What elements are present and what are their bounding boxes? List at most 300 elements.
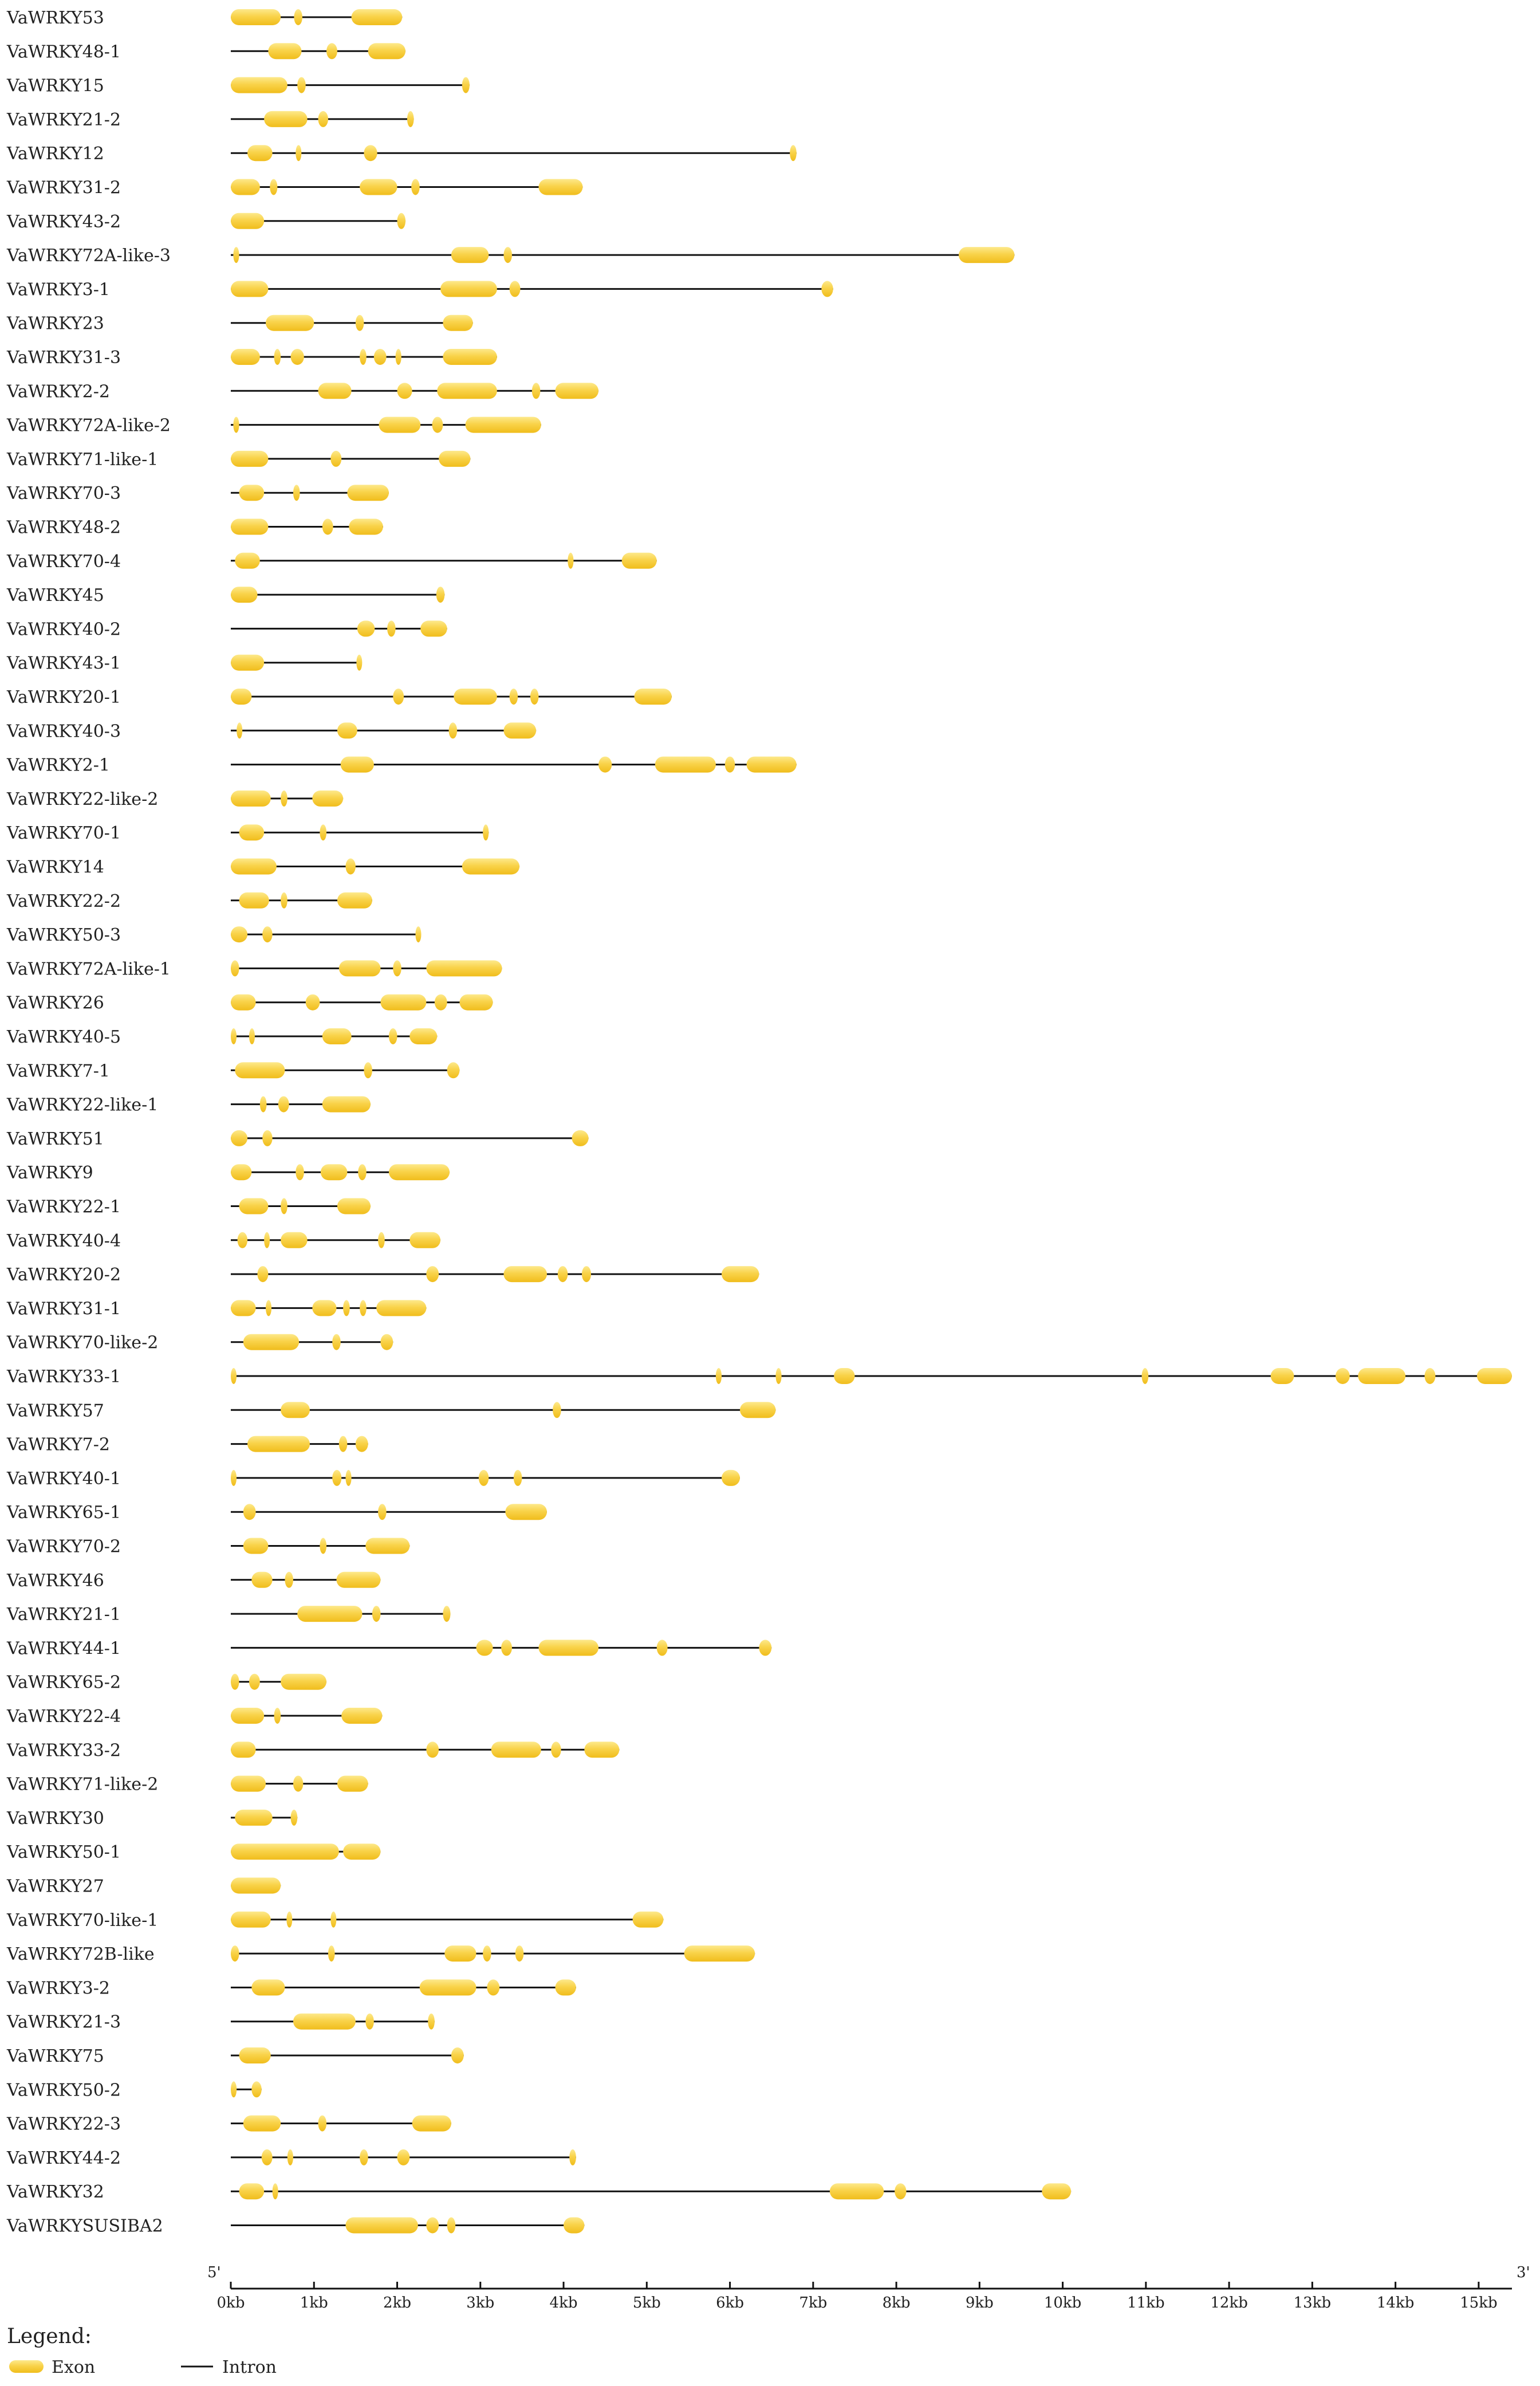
exon-block bbox=[716, 1368, 722, 1384]
gene-row bbox=[6, 619, 447, 639]
gene-name-label: VaWRKY31-2 bbox=[7, 178, 121, 198]
exon-block bbox=[775, 1368, 781, 1384]
gene-name-label: VaWRKY53 bbox=[7, 8, 104, 28]
exon-block bbox=[339, 1436, 348, 1452]
exon-block bbox=[345, 1470, 351, 1486]
exon-block bbox=[426, 960, 502, 976]
exon-block bbox=[251, 1572, 272, 1588]
exon-block bbox=[389, 1028, 397, 1044]
exon-block bbox=[231, 791, 271, 807]
gene-row bbox=[6, 1503, 547, 1523]
exon-block bbox=[312, 1300, 336, 1316]
exon-block bbox=[231, 1368, 237, 1384]
gene-row bbox=[6, 246, 1014, 266]
exon-block bbox=[321, 1164, 347, 1180]
axis-ticks bbox=[217, 2282, 1498, 2312]
gene-name-label: VaWRKY57 bbox=[7, 1401, 104, 1421]
gene-name-label: VaWRKY7-1 bbox=[7, 1061, 110, 1082]
exon-block bbox=[443, 349, 497, 365]
gene-name-label: VaWRKY40-5 bbox=[7, 1027, 121, 1047]
exon-block bbox=[293, 1776, 303, 1792]
exon-block bbox=[231, 1945, 239, 1962]
exon-block bbox=[231, 1470, 237, 1486]
exon-block bbox=[447, 2218, 456, 2234]
exon-block bbox=[281, 791, 287, 807]
exon-block bbox=[231, 587, 257, 603]
gene-name-label: VaWRKY50-3 bbox=[7, 925, 121, 946]
gene-name-label: VaWRKY14 bbox=[7, 857, 104, 878]
exon-block bbox=[514, 1470, 522, 1486]
exon-block bbox=[411, 179, 420, 195]
exon-block bbox=[231, 1674, 239, 1690]
exon-block bbox=[538, 179, 582, 195]
exon-block bbox=[553, 1402, 561, 1418]
gene-name-label: VaWRKY72A-like-2 bbox=[7, 415, 171, 436]
exon-block bbox=[239, 824, 265, 840]
exon-block bbox=[262, 926, 272, 942]
exon-block bbox=[332, 1334, 341, 1350]
gene-row bbox=[6, 823, 489, 843]
gene-row bbox=[6, 721, 536, 741]
exon-block bbox=[266, 1300, 271, 1316]
exon-block bbox=[834, 1368, 854, 1384]
gene-rows bbox=[6, 8, 1512, 2236]
gene-row bbox=[6, 1571, 380, 1591]
exon-block bbox=[722, 1266, 759, 1282]
exon-block bbox=[515, 1945, 524, 1962]
exon-block bbox=[343, 1843, 380, 1860]
exon-block bbox=[231, 9, 281, 25]
gene-row bbox=[6, 654, 362, 674]
exon-block bbox=[1477, 1368, 1512, 1384]
exon-block bbox=[293, 2014, 356, 2030]
exon-block bbox=[483, 1945, 491, 1962]
gene-name-label: VaWRKY70-4 bbox=[7, 551, 121, 572]
gene-row bbox=[6, 1367, 1512, 1387]
exon-block bbox=[318, 383, 352, 399]
exon-block bbox=[326, 43, 337, 59]
exon-block bbox=[239, 2047, 271, 2063]
exon-block bbox=[239, 1198, 269, 1214]
axis-tick-label: 3kb bbox=[466, 2294, 495, 2312]
gene-name-label: VaWRKY20-2 bbox=[7, 1265, 121, 1286]
exon-block bbox=[372, 1606, 381, 1622]
exon-block bbox=[454, 689, 497, 705]
exon-block bbox=[569, 2149, 576, 2165]
exon-block bbox=[476, 1640, 493, 1656]
gene-name-label: VaWRKY70-1 bbox=[7, 823, 121, 844]
gene-name-label: VaWRKY22-like-2 bbox=[7, 789, 159, 809]
gene-row bbox=[6, 8, 402, 28]
exon-block bbox=[360, 2149, 368, 2165]
exon-block bbox=[747, 757, 797, 773]
gene-row bbox=[6, 382, 598, 402]
scale-axis bbox=[207, 2264, 1530, 2312]
exon-block bbox=[503, 1266, 547, 1282]
exon-block bbox=[447, 1062, 460, 1078]
gene-name-label: VaWRKY31-1 bbox=[7, 1299, 121, 1319]
exon-block bbox=[231, 519, 268, 535]
gene-name-label: VaWRKY71-like-1 bbox=[7, 449, 159, 470]
exon-block bbox=[374, 349, 387, 365]
gene-row bbox=[6, 1707, 382, 1727]
exon-block bbox=[412, 2116, 451, 2132]
exon-block bbox=[449, 722, 458, 738]
exon-block bbox=[231, 689, 251, 705]
exon-block bbox=[320, 1538, 326, 1554]
exon-block bbox=[237, 722, 242, 738]
exon-block bbox=[231, 213, 264, 229]
exon-block bbox=[337, 722, 357, 738]
exon-block bbox=[407, 111, 414, 127]
exon-block bbox=[249, 1674, 260, 1690]
exon-block bbox=[483, 824, 489, 840]
exon-block bbox=[231, 926, 247, 942]
axis-tick-label: 7kb bbox=[799, 2294, 828, 2312]
gene-name-label: VaWRKY50-1 bbox=[7, 1842, 121, 1863]
exon-block bbox=[722, 1470, 740, 1486]
exon-block bbox=[510, 689, 518, 705]
exon-block bbox=[655, 757, 716, 773]
axis-tick-label: 9kb bbox=[965, 2294, 994, 2312]
exon-block bbox=[505, 1504, 547, 1520]
exon-block bbox=[444, 1945, 476, 1962]
exon-block bbox=[247, 145, 273, 161]
exon-block bbox=[443, 315, 472, 331]
exon-block bbox=[684, 1945, 755, 1962]
exon-block bbox=[530, 689, 539, 705]
gene-row bbox=[6, 789, 343, 809]
exon-block bbox=[264, 1232, 270, 1248]
exon-block bbox=[1142, 1368, 1149, 1384]
exon-block bbox=[466, 417, 541, 433]
exon-block bbox=[1042, 2183, 1071, 2199]
exon-block bbox=[1358, 1368, 1405, 1384]
gene-row bbox=[6, 1673, 326, 1693]
gene-row bbox=[6, 1163, 450, 1183]
exon-block bbox=[582, 1266, 591, 1282]
exon-block bbox=[235, 1810, 272, 1826]
exon-block bbox=[231, 1164, 251, 1180]
exon-block bbox=[322, 519, 333, 535]
exon-block bbox=[1424, 1368, 1435, 1384]
exon-block bbox=[285, 1572, 293, 1588]
exon-block bbox=[273, 2183, 278, 2199]
exon-block bbox=[556, 1979, 576, 1995]
exon-block bbox=[396, 349, 401, 365]
gene-name-label: VaWRKY40-3 bbox=[7, 721, 121, 742]
exon-block bbox=[318, 2116, 327, 2132]
gene-name-label: VaWRKY23 bbox=[7, 313, 104, 334]
exon-block bbox=[397, 383, 412, 399]
exon-block bbox=[231, 281, 268, 297]
exon-block bbox=[462, 77, 470, 93]
gene-row bbox=[6, 858, 519, 878]
exon-block bbox=[251, 1979, 285, 1995]
exon-block bbox=[233, 247, 239, 263]
exon-block bbox=[479, 1470, 489, 1486]
gene-name-label: VaWRKY44-1 bbox=[7, 1638, 121, 1659]
gene-row bbox=[6, 2046, 464, 2066]
gene-row bbox=[6, 2114, 451, 2135]
gene-row bbox=[6, 585, 444, 606]
exon-block bbox=[231, 1130, 247, 1146]
gene-name-label: VaWRKY40-2 bbox=[7, 619, 121, 640]
exon-block bbox=[364, 145, 377, 161]
axis-tick-label: 8kb bbox=[882, 2294, 911, 2312]
exon-block bbox=[343, 1300, 350, 1316]
exon-block bbox=[312, 791, 343, 807]
exon-block bbox=[281, 1198, 287, 1214]
exon-block bbox=[759, 1640, 771, 1656]
exon-block bbox=[462, 859, 519, 875]
exon-block bbox=[426, 1266, 439, 1282]
exon-block bbox=[959, 247, 1014, 263]
gene-row bbox=[6, 110, 414, 130]
exon-block bbox=[420, 1979, 476, 1995]
gene-name-label: VaWRKY22-3 bbox=[7, 2114, 121, 2135]
exon-block bbox=[231, 1776, 266, 1792]
exon-block bbox=[356, 315, 364, 331]
exon-block bbox=[437, 383, 497, 399]
gene-name-label: VaWRKY33-2 bbox=[7, 1740, 121, 1761]
exon-block bbox=[380, 1334, 393, 1350]
exon-block bbox=[622, 553, 657, 569]
exon-block bbox=[296, 145, 301, 161]
exon-block bbox=[287, 2149, 293, 2165]
exon-block bbox=[379, 417, 421, 433]
gene-name-label: VaWRKY71-like-2 bbox=[7, 1774, 159, 1795]
gene-name-label: VaWRKY15 bbox=[7, 76, 104, 96]
exon-block bbox=[268, 43, 301, 59]
exon-block bbox=[330, 451, 341, 467]
exon-block bbox=[657, 1640, 668, 1656]
gene-name-label: VaWRKY22-4 bbox=[7, 1707, 121, 1727]
exon-block bbox=[503, 722, 536, 738]
exon-block bbox=[790, 145, 797, 161]
gene-row bbox=[6, 1537, 409, 1557]
exon-block bbox=[238, 1232, 247, 1248]
gene-row bbox=[6, 2012, 435, 2033]
gene-name-label: VaWRKY72B-like bbox=[7, 1944, 155, 1965]
exon-block bbox=[830, 2183, 884, 2199]
exon-block bbox=[231, 179, 260, 195]
exon-block bbox=[409, 1028, 437, 1044]
gene-name-label: VaWRKY26 bbox=[7, 993, 104, 1013]
gene-name-label: VaWRKY70-like-1 bbox=[7, 1910, 159, 1931]
exon-block bbox=[231, 859, 277, 875]
exon-block bbox=[378, 1232, 385, 1248]
axis-tick-label: 4kb bbox=[549, 2294, 578, 2312]
exon-block bbox=[231, 451, 268, 467]
gene-row bbox=[6, 1197, 371, 1217]
exon-block bbox=[420, 620, 447, 636]
exon-block bbox=[459, 995, 493, 1011]
gene-name-label: VaWRKY40-1 bbox=[7, 1468, 121, 1489]
gene-row bbox=[6, 518, 383, 538]
exon-block bbox=[235, 1062, 285, 1078]
gene-row bbox=[6, 1299, 426, 1319]
exon-block bbox=[320, 824, 326, 840]
exon-block bbox=[322, 1028, 352, 1044]
gene-name-label: VaWRKY20-1 bbox=[7, 687, 121, 707]
gene-row bbox=[6, 1027, 437, 1047]
gene-name-label: VaWRKY21-1 bbox=[7, 1605, 121, 1625]
gene-row bbox=[6, 450, 470, 470]
gene-row bbox=[6, 1842, 380, 1862]
exon-block bbox=[266, 315, 314, 331]
exon-block bbox=[231, 995, 256, 1011]
exon-block bbox=[231, 1912, 271, 1928]
gene-name-label: VaWRKY72A-like-3 bbox=[7, 246, 171, 266]
gene-name-label: VaWRKY43-1 bbox=[7, 653, 121, 674]
exon-block bbox=[598, 757, 612, 773]
exon-block bbox=[332, 1470, 341, 1486]
gene-name-label: VaWRKY22-1 bbox=[7, 1197, 121, 1217]
gene-name-label: VaWRKY3-2 bbox=[7, 1978, 110, 1999]
exon-block bbox=[337, 1198, 371, 1214]
gene-name-label: VaWRKY27 bbox=[7, 1876, 104, 1897]
gene-row bbox=[6, 1877, 281, 1897]
exon-block bbox=[538, 1640, 598, 1656]
exon-block bbox=[487, 1979, 499, 1995]
exon-block bbox=[231, 2081, 237, 2097]
legend-exon-label: Exon bbox=[52, 2357, 96, 2377]
exon-block bbox=[357, 620, 375, 636]
gene-name-label: VaWRKY43-2 bbox=[7, 211, 121, 232]
exon-block bbox=[249, 1028, 255, 1044]
exon-block bbox=[306, 995, 320, 1011]
gene-row bbox=[6, 1944, 755, 1964]
gene-row bbox=[6, 2080, 262, 2100]
exon-block bbox=[426, 1742, 439, 1758]
gene-row bbox=[6, 1333, 393, 1353]
exon-block bbox=[572, 1130, 589, 1146]
exon-block bbox=[231, 1028, 237, 1044]
gene-name-label: VaWRKY70-3 bbox=[7, 484, 121, 504]
axis-tick-label: 10kb bbox=[1043, 2294, 1082, 2312]
exon-block bbox=[281, 1674, 326, 1690]
gene-name-label: VaWRKY32 bbox=[7, 2182, 104, 2203]
exon-block bbox=[243, 1504, 256, 1520]
gene-name-label: VaWRKY51 bbox=[7, 1129, 104, 1149]
gene-name-label: VaWRKY2-2 bbox=[7, 382, 110, 402]
gene-row bbox=[6, 1435, 368, 1455]
gene-row bbox=[6, 144, 797, 164]
exon-block bbox=[281, 1232, 307, 1248]
exon-block bbox=[293, 485, 300, 501]
exon-block bbox=[239, 893, 269, 909]
exon-block bbox=[330, 1912, 336, 1928]
exon-block bbox=[278, 1096, 289, 1113]
exon-block bbox=[503, 247, 512, 263]
gene-row bbox=[6, 1231, 440, 1251]
exon-block bbox=[360, 1300, 367, 1316]
exon-block bbox=[725, 757, 735, 773]
exon-block bbox=[341, 1708, 382, 1724]
gene-row bbox=[6, 280, 833, 300]
exon-block bbox=[376, 1300, 426, 1316]
gene-row bbox=[6, 1401, 775, 1421]
exon-block bbox=[231, 77, 287, 93]
exon-block bbox=[318, 111, 328, 127]
exon-block bbox=[389, 1164, 450, 1180]
axis-tick-label: 1kb bbox=[300, 2294, 328, 2312]
exon-block bbox=[551, 1742, 561, 1758]
gene-name-label: VaWRKY45 bbox=[7, 585, 104, 606]
exon-block bbox=[294, 9, 302, 25]
gene-row bbox=[6, 2216, 584, 2236]
exon-block bbox=[393, 689, 404, 705]
axis-tick-label: 6kb bbox=[716, 2294, 745, 2312]
gene-row bbox=[6, 925, 421, 945]
exon-block bbox=[352, 9, 403, 25]
exon-block bbox=[564, 2218, 584, 2234]
exon-block bbox=[243, 2116, 281, 2132]
gene-row bbox=[6, 1605, 450, 1625]
exon-block bbox=[364, 1062, 372, 1078]
exon-block bbox=[556, 383, 599, 399]
exon-block bbox=[426, 2218, 439, 2234]
exon-block bbox=[251, 2081, 261, 2097]
gene-row bbox=[6, 1469, 740, 1489]
exon-block bbox=[451, 247, 489, 263]
exon-block bbox=[274, 1708, 281, 1724]
gene-name-label: VaWRKY72A-like-1 bbox=[7, 959, 171, 980]
axis-tick-label: 0kb bbox=[216, 2294, 245, 2312]
exon-block bbox=[558, 1266, 568, 1282]
exon-block bbox=[349, 519, 383, 535]
gene-name-label: VaWRKYSUSIBA2 bbox=[7, 2216, 163, 2236]
gene-row bbox=[6, 891, 372, 911]
exon-block bbox=[243, 1538, 269, 1554]
exon-block bbox=[262, 1130, 272, 1146]
exon-block bbox=[239, 2183, 265, 2199]
gene-row bbox=[6, 212, 405, 232]
gene-name-label: VaWRKY9 bbox=[7, 1163, 93, 1184]
exon-block bbox=[260, 1096, 267, 1113]
gene-row bbox=[6, 756, 797, 776]
exon-block bbox=[257, 1266, 268, 1282]
gene-row bbox=[6, 1740, 619, 1760]
gene-name-label: VaWRKY48-2 bbox=[7, 517, 121, 538]
exon-block bbox=[358, 1164, 367, 1180]
gene-name-label: VaWRKY50-2 bbox=[7, 2080, 121, 2101]
gene-row bbox=[6, 959, 502, 979]
exon-block bbox=[397, 213, 406, 229]
exon-block bbox=[296, 1164, 304, 1180]
gene-name-label: VaWRKY3-1 bbox=[7, 280, 110, 300]
exon-block bbox=[345, 2218, 418, 2234]
gene-row bbox=[6, 1978, 576, 1998]
gene-row bbox=[6, 1095, 371, 1115]
exon-block bbox=[297, 1606, 362, 1622]
exon-block bbox=[435, 995, 447, 1011]
gene-name-label: VaWRKY70-like-2 bbox=[7, 1332, 159, 1353]
gene-row bbox=[6, 1809, 297, 1829]
exon-block bbox=[439, 451, 470, 467]
exon-block bbox=[264, 111, 308, 127]
exon-block bbox=[1336, 1368, 1350, 1384]
exon-block bbox=[233, 417, 239, 433]
axis-end-label: 3' bbox=[1517, 2264, 1530, 2281]
gene-name-label: VaWRKY30 bbox=[7, 1808, 104, 1829]
exon-block bbox=[286, 1912, 292, 1928]
exon-block bbox=[491, 1742, 541, 1758]
exon-block bbox=[443, 1606, 450, 1622]
gene-row bbox=[6, 2182, 1071, 2202]
gene-row bbox=[6, 1638, 771, 1658]
